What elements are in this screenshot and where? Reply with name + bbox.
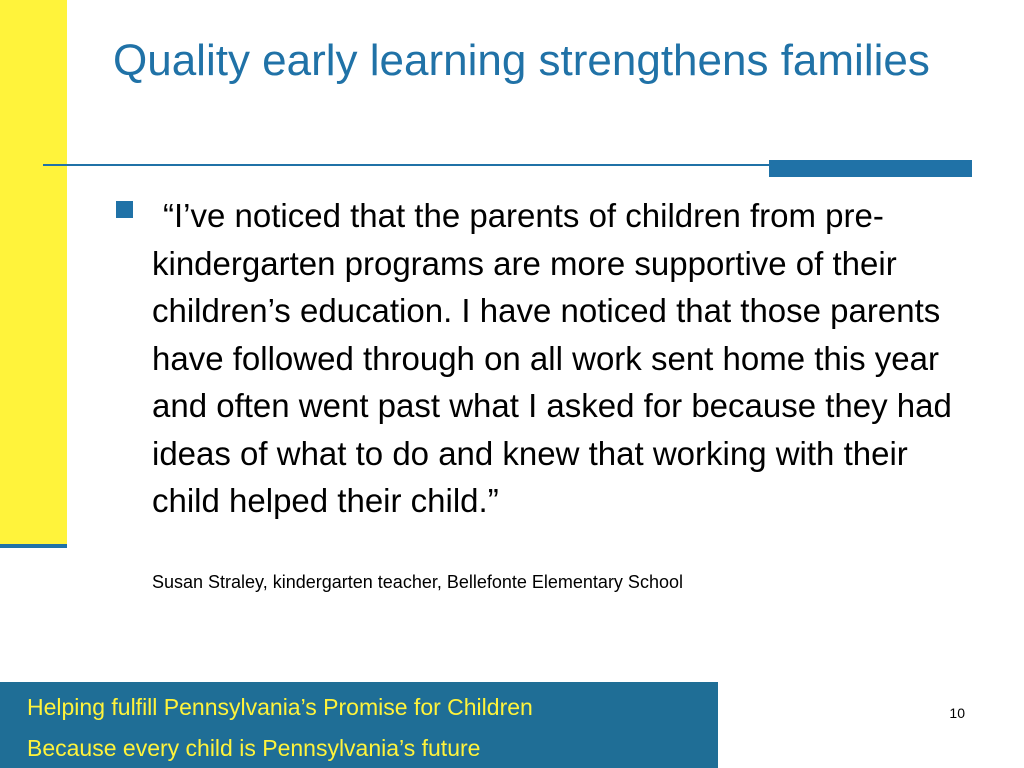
page-number: 10 [949, 705, 965, 721]
bullet-square-icon [116, 201, 133, 218]
quote-text: “I’ve noticed that the parents of children from pre-kindergarten programs are more supportive of their children’s education. I have noticed that those parents have followed through on all work sent home this year and often went past what I asked for because they had ideas of what to do and knew that working with their child helped their child.” [152, 197, 952, 519]
blue-side-tick [0, 544, 67, 548]
footer-tagline-1: Helping fulfill Pennsylvania’s Promise for Children [27, 694, 533, 720]
yellow-side-bar [0, 0, 67, 548]
title-divider-thin [43, 164, 769, 166]
footer-tagline-2: Because every child is Pennsylvania’s future [27, 735, 481, 761]
title-divider-thick [769, 160, 972, 177]
slide-title: Quality early learning strengthens families [113, 36, 930, 85]
quote-attribution: Susan Straley, kindergarten teacher, Bellefonte Elementary School [152, 572, 683, 592]
